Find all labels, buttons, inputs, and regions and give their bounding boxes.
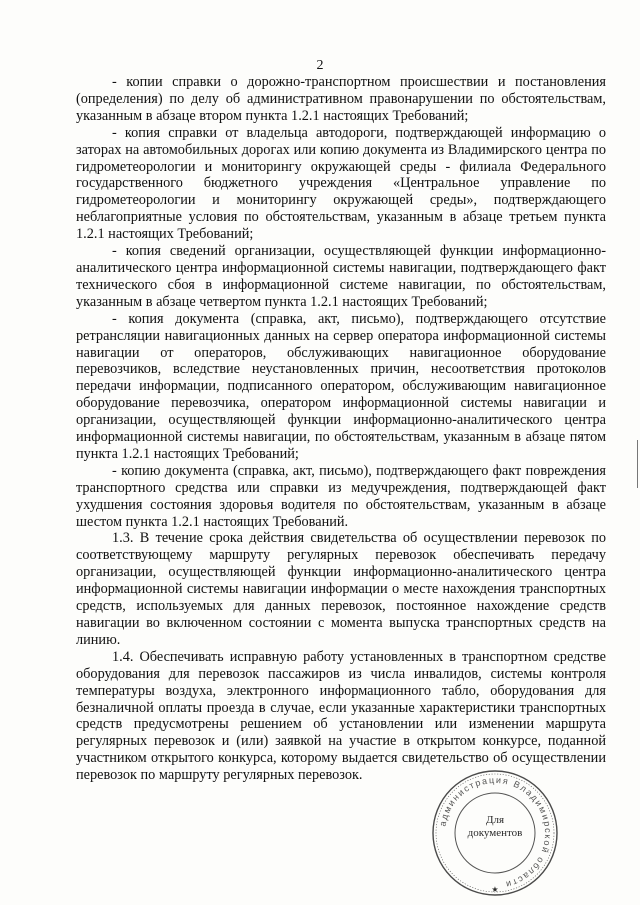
star-icon: ★: [491, 885, 499, 894]
document-body: [76, 74, 606, 784]
paragraph-1: - копии справки о дорожно-транспортном происшествии и постановления (определения) по делу об административном правонарушении по обстоятельствам, указанным в абзаце втором пункта 1.2.1 настоящих Требований;: [76, 74, 606, 124]
paragraph-5: - копию документа (справка, акт, письмо), подтверждающего факт повреждения транспортного средства или справки из медучреждения, подтверждающей факт ухудшения состояния здоровья водителя по обстоятельствам, указанным в абзаце шестом пункта 1.2.1 настоящих Требований.: [76, 462, 606, 530]
stamp-seal: [428, 766, 562, 900]
paragraph-4: - копия документа (справка, акт, письмо), подтверждающего отсутствие ретрансляции навигационных данных на сервер оператора информационной системы навигации от операторов, обслуживающих навигационное оборудование перевозчиков, вследствие неустановленных причин, несоответствия протоколов передачи информации, подписанного оператором, обслуживающим навигационное оборудование перевозчика, оператором информационной системы навигации и организации, осуществляющей функции информационно-аналитического центра информационной системы навигации, по обстоятельствам, указанным в абзаце пятом пункта 1.2.1 настоящих Требований;: [76, 310, 606, 462]
paragraph-6: 1.3. В течение срока действия свидетельства об осуществлении перевозок по соответствующему маршруту регулярных перевозок обеспечивать передачу организации, осуществляющей функции информационно-аналитического центра информационной системы навигации информации о месте нахождения транспортных средств, используемых для данных перевозок, постоянное нахождение средств навигации во включенном состоянии с момента выпуска транспортных средств на линию.: [76, 530, 606, 648]
page-number: 2: [316, 58, 324, 73]
paragraph-3: - копия сведений организации, осуществляющей функции информационно-аналитического центра информационной системы навигации, подтверждающего факт технического сбоя в информационной системе навигации, по обстоятельствам, указанным в абзаце четвертом пункта 1.2.1 настоящих Требований;: [76, 243, 606, 310]
stamp-ring-text: администрация Владимирской области: [437, 774, 554, 891]
scan-edge-mark: [637, 440, 638, 488]
stamp-center-text: Для документов: [467, 814, 523, 839]
paragraph-7: 1.4. Обеспечивать исправную работу установленных в транспортном средстве оборудования для перевозок пассажиров из числа инвалидов, системы контроля температуры воздуха, электронного информационного табло, оборудования для безналичной оплаты проезда в случае, если указанные характеристики транспортных средств предусмотрены решением об установлении или изменении маршрута регулярных перевозок и (или) заявкой на участие в открытом конкурсе, поданной участником открытого конкурса, которому выдается свидетельство об осуществлении перевозок по маршруту регулярных перевозок.: [76, 648, 606, 784]
paragraph-2: - копия справки от владельца автодороги, подтверждающей информацию о заторах на автомобильных дорогах или копию документа из Владимирского центра по гидрометеорологии и мониторингу окружающей среды - филиала Федерального государственного бюджетного учреждения «Центральное управление по гидрометеорологии и мониторингу окружающей среды», подтверждающего неблагоприятные условия по обстоятельствам, указанным в абзаце третьем пункта 1.2.1 настоящих Требований;: [76, 124, 606, 243]
